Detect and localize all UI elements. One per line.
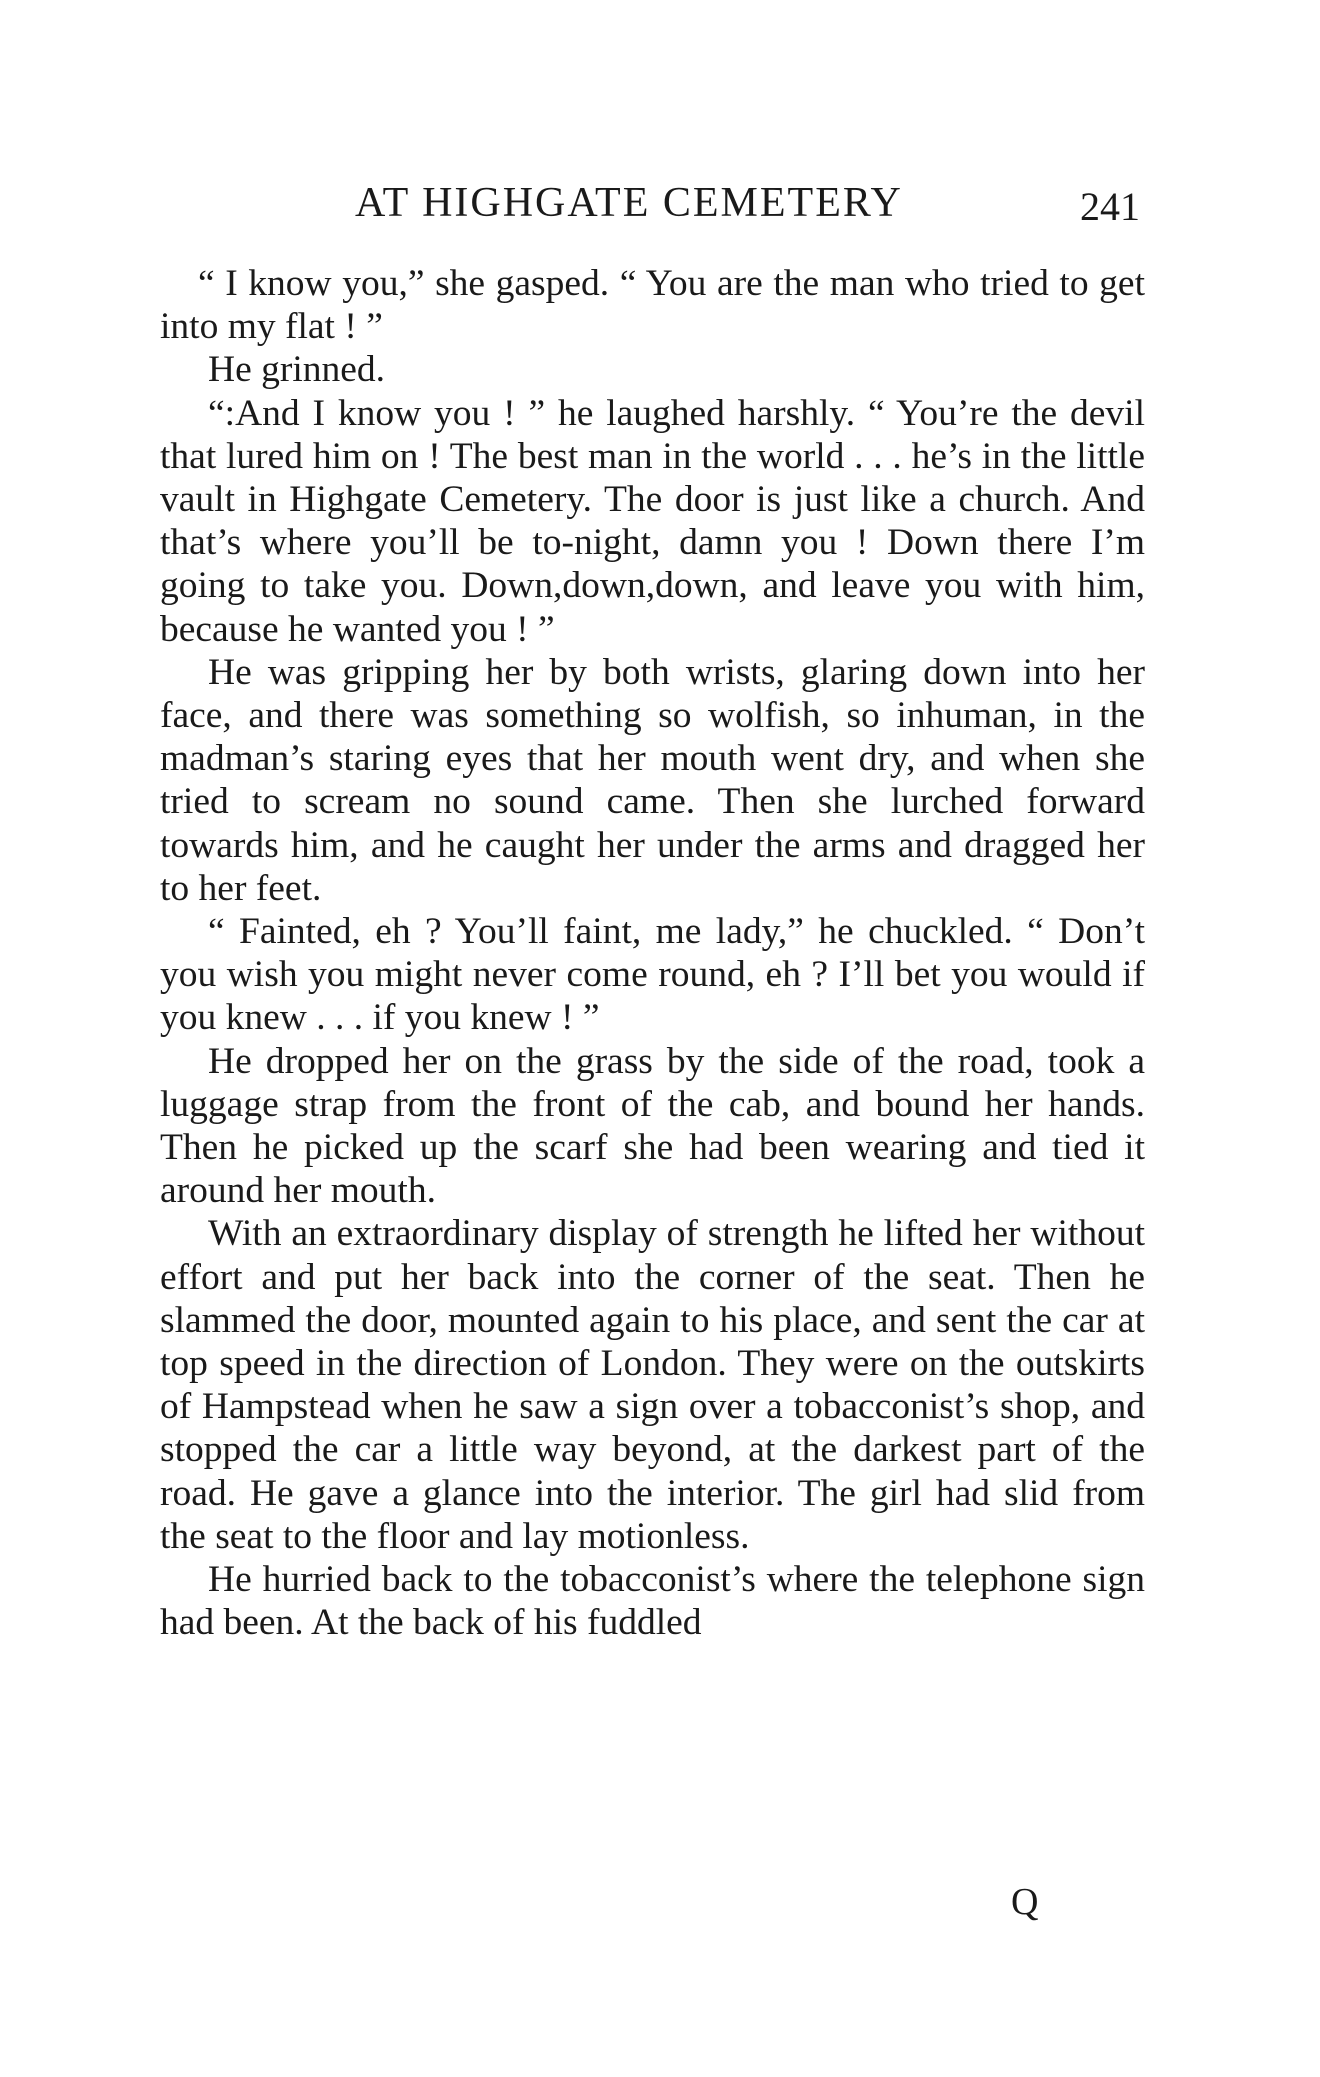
paragraph: “ I know you,” she gasped. “ You are the man who tried to get into my flat ! ” [160, 263, 1145, 348]
paragraph: “:And I know you ! ” he laughed harshly. “ You’re the devil that lured him on ! The best man in the world . . . he’s in the little vault in Highgate Cemetery. The door is just like a church. And that’s where you’ll be to-night, damn you ! Down there I’m going to take you. Down,down,down, and leave you with him, because he wanted you ! ” [160, 392, 1145, 650]
paragraph: He dropped her on the grass by the side of the road, took a luggage strap from the front of the cab, and bound her hands. Then he picked up the scarf she had been wearing and tied it around her mouth. [160, 1040, 1145, 1212]
paragraph: He hurried back to the tobacconist’s where the telephone sign had been. At the back of his fuddled [160, 1559, 1145, 1644]
paragraph: He grinned. [208, 349, 386, 391]
body-text [160, 262, 1145, 1645]
paragraph: With an extraordinary display of strength he lifted her without effort and put her back into the corner of the seat. Then he slammed the door, mounted again to his place, and sent the car at top speed in the direction of London. They were on the outskirts of Hampstead when he saw a sign over a tobacconist’s shop, and stopped the car a little way beyond, at the darkest part of the road. He gave a glance into the interior. The girl had slid from the seat to the floor and lay motionless. [160, 1213, 1145, 1557]
signature-mark: Q [1011, 1881, 1039, 1923]
page-number: 241 [1080, 184, 1140, 229]
paragraph: “ Fainted, eh ? You’ll faint, me lady,” he chuckled. “ Don’t you wish you might never come round, eh ? I’ll bet you would if you knew . . . if you knew ! ” [160, 911, 1145, 1039]
running-head [355, 178, 1155, 228]
running-head-title: AT HIGHGATE CEMETERY [355, 180, 903, 226]
paragraph: He was gripping her by both wrists, glaring down into her face, and there was something so wolfish, so inhuman, in the madman’s staring eyes that her mouth went dry, and when she tried to scream no sound came. Then she lurched forward towards him, and he caught her under the arms and dragged her to her feet. [160, 651, 1145, 909]
